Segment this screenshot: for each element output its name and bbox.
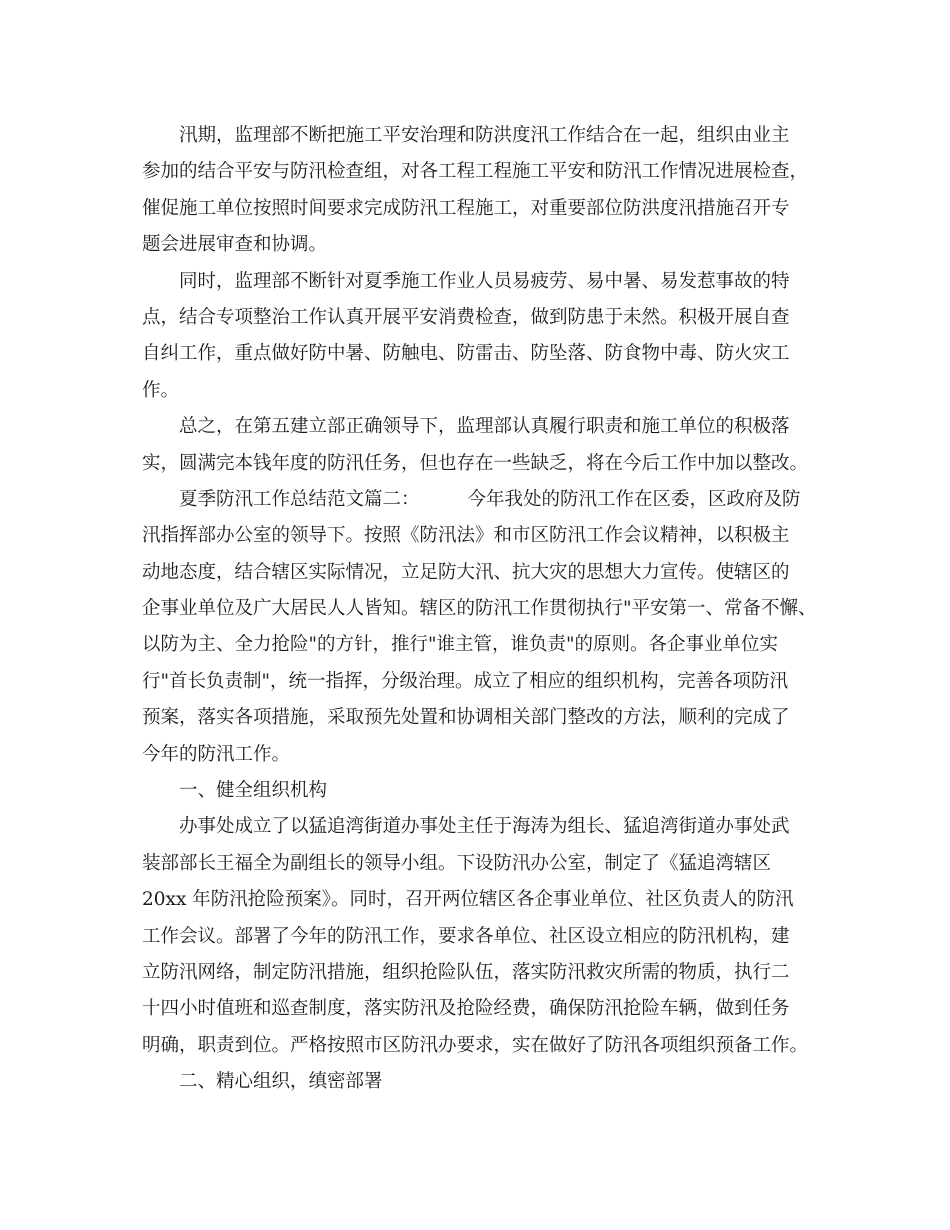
text-line [142, 809, 810, 845]
text-line [142, 227, 810, 263]
text-line [142, 919, 810, 955]
text-line-content: 工作会议。部署了今年的防汛工作，要求各单位、社区设立相应的防汛机构，建 [142, 925, 790, 947]
text-line [142, 555, 810, 591]
text-line [142, 154, 810, 190]
text-line-content: 行"首长负责制"，统一指挥，分级治理。成立了相应的组织机构，完善各项防汛 [142, 670, 789, 692]
text-line [142, 373, 810, 409]
text-line [142, 264, 810, 300]
text-line [142, 191, 810, 227]
text-line-content: 一、健全组织机构 [179, 780, 328, 802]
text-line-content: 十四小时值班和巡查制度，落实防汛及抢险经费，确保防汛抢险车辆，做到任务 [142, 998, 790, 1020]
text-line [142, 409, 810, 445]
text-line-content: 二、精心组织，缜密部署 [179, 1071, 383, 1093]
text-line-content: 办事处成立了以猛追湾街道办事处主任于海涛为组长、猛追湾街道办事处武 [179, 816, 790, 838]
text-line-content: 夏季防汛工作总结范文篇二： [179, 488, 420, 510]
text-line-content: 立防汛网络，制定防汛措施，组织抢险队伍，落实防汛救灾所需的物质，执行二 [142, 961, 790, 983]
text-line [142, 591, 817, 627]
text-line-content: 20xx 年防汛抢险预案》。同时，召开两位辖区各企事业单位、社区负责人的防汛 [142, 889, 794, 911]
text-line-content: 今年的防汛工作。 [142, 743, 291, 765]
text-line [142, 336, 810, 372]
text-line-content: 动地态度，结合辖区实际情况，立足防大汛、抗大灾的思想大力宣传。使辖区的 [142, 561, 790, 583]
text-line-content: 同时，监理部不断针对夏季施工作业人员易疲劳、易中暑、易发惹事故的特 [179, 270, 790, 292]
text-line-content: 作。 [142, 379, 180, 401]
text-line-content: 实，圆满完本钱年度的防汛任务，但也存在一些缺乏，将在今后工作中加以整改。 [142, 452, 809, 474]
text-line [142, 300, 810, 336]
text-line [142, 518, 810, 554]
text-line-content: 企事业单位及广大居民人人皆知。辖区的防汛工作贯彻执行"平安第一、常备不懈、 [142, 598, 817, 620]
text-line-content: 以防为主、全力抢险"的方针，推行"谁主管，谁负责"的原则。各企事业单位实 [142, 634, 779, 656]
text-line [142, 446, 810, 482]
text-line-content-continued: 今年我处的防汛工作在区委，区政府及防 [467, 488, 801, 510]
text-line [142, 118, 810, 154]
text-line [142, 991, 810, 1027]
text-line-content: 点，结合专项整治工作认真开展平安消费检查，做到防患于未然。积极开展自查 [142, 306, 790, 328]
text-line [142, 737, 810, 773]
text-line [142, 627, 810, 663]
text-line [142, 1028, 810, 1064]
text-line-content: 总之，在第五建立部正确领导下，监理部认真履行职责和施工单位的积极落 [179, 416, 790, 438]
document-body [142, 118, 817, 1101]
text-line [142, 482, 810, 518]
text-line [142, 664, 810, 700]
text-line-content: 参加的结合平安与防汛检查组，对各工程工程施工平安和防汛工作情况进展检查， [142, 161, 809, 183]
text-line-content: 明确，职责到位。严格按照市区防汛办要求，实在做好了防汛各项组织预备工作。 [142, 1034, 809, 1056]
text-line [142, 955, 810, 991]
text-line-content: 汛期，监理部不断把施工平安治理和防洪度汛工作结合在一起，组织由业主 [179, 125, 790, 146]
text-line-content: 预案，落实各项措施，采取预先处置和协调相关部门整改的方法，顺利的完成了 [142, 707, 790, 729]
text-line [142, 773, 810, 809]
text-line-content: 汛指挥部办公室的领导下。按照《防汛法》和市区防汛工作会议精神，以积极主 [142, 525, 790, 547]
text-line [142, 1064, 810, 1100]
text-line [142, 882, 810, 918]
text-line-content: 自纠工作，重点做好防中暑、防触电、防雷击、防坠落、防食物中毒、防火灾工 [142, 343, 790, 365]
text-line [142, 700, 810, 736]
text-line-content: 装部部长王福全为副组长的领导小组。下设防汛办公室，制定了《猛追湾辖区 [142, 852, 772, 874]
text-line-content: 题会进展审查和协调。 [142, 234, 328, 256]
text-line-content: 催促施工单位按照时间要求完成防汛工程施工，对重要部位防洪度汛措施召开专 [142, 197, 790, 219]
text-line [142, 846, 810, 882]
